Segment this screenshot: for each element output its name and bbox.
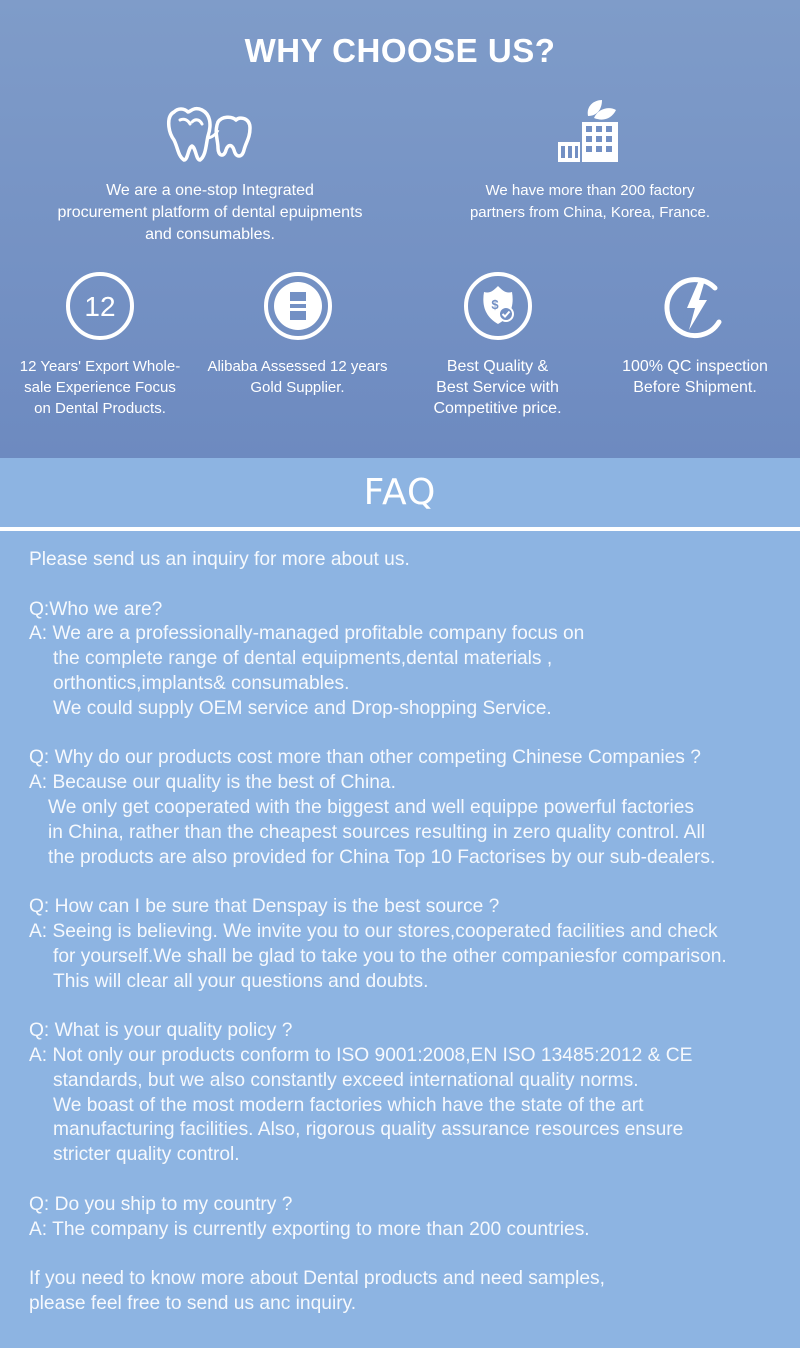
feature-text-line: Competitive price. (433, 400, 562, 417)
twelve-icon-text: 12 (84, 291, 116, 322)
faq-question: Q: Why do our products cost more than other competing Chinese Companies ? (29, 747, 701, 769)
tooth-icon (160, 98, 260, 168)
quality-shield-icon (462, 270, 534, 342)
factory-leaf-icon (540, 98, 640, 168)
feature-text-line: 100% QC inspection (622, 358, 768, 375)
faq-answer-line: the products are also provided for China Top 10 Factorises by our sub-dealers. (48, 846, 716, 868)
qc-bolt-icon (659, 270, 731, 342)
faq-answer-line: We boast of the most modern factories which have the state of the art (53, 1094, 644, 1116)
faq-question: Q: How can I be sure that Denspay is the best source ? (29, 896, 500, 918)
faq-question: Q: Do you ship to my country ? (29, 1193, 293, 1215)
feature-text-line: We have more than 200 factory (485, 182, 695, 199)
faq-closing-line: If you need to know more about Dental products and need samples, (29, 1268, 605, 1290)
feature-text-line: We are a one-stop Integrated (106, 182, 314, 199)
faq-answer-line: We could supply OEM service and Drop-shopping Service. (53, 697, 552, 719)
feature-one-stop (30, 98, 390, 246)
faq-closing-line: please feel free to send us anc inquiry. (29, 1292, 357, 1314)
feature-text-line: procurement platform of dental epuipments (57, 204, 363, 221)
feature-text-line: and consumables. (145, 226, 275, 243)
faq-answer: A: The company is currently exporting to more than 200 countries. (29, 1218, 590, 1240)
faq-answer: A: Not only our products conform to ISO 9001:2008,EN ISO 13485:2012 & CE (29, 1044, 693, 1066)
feature-text-line: on Dental Products. (34, 400, 166, 417)
faq-answer: A: Because our quality is the best of China. (29, 772, 396, 794)
faq-line: Please send us an inquiry for more about us. (29, 549, 410, 570)
feature-text-line: Gold Supplier. (250, 379, 345, 396)
faq-answer-line: for yourself.We shall be glad to take you to the other companiesfor comparison. (53, 945, 727, 967)
faq-answer: A: We are a professionally-managed profitable company focus on (29, 623, 585, 645)
faq-question: Q:Who we are? (29, 598, 163, 620)
why-choose-us-section (0, 0, 800, 458)
svg-text:$: $ (490, 297, 499, 312)
feature-factory-partners (440, 98, 740, 224)
feature-export-experience (10, 270, 190, 419)
feature-text-line: sale Experience Focus (24, 379, 176, 396)
twelve-circle-icon (64, 270, 136, 342)
feature-text-line: Before Shipment. (633, 379, 757, 396)
faq-answer-line: orthontics,implants& consumables. (53, 672, 350, 694)
faq-answer-line: standards, but we also constantly exceed international quality norms. (53, 1069, 639, 1091)
feature-gold-supplier (200, 270, 395, 398)
faq-title: FAQ (363, 472, 437, 513)
feature-text-line: Best Service with (436, 379, 559, 396)
faq-question: Q: What is your quality policy ? (29, 1020, 293, 1042)
faq-answer-line: stricter quality control. (53, 1144, 240, 1166)
feature-text-line: Best Quality & (446, 358, 549, 375)
feature-text-line: Alibaba Assessed 12 years (207, 358, 388, 375)
faq-content (29, 548, 794, 1317)
gold-medal-icon (262, 270, 334, 342)
faq-answer-line: in China, rather than the cheapest sources resulting in zero quality control. All (48, 821, 706, 843)
why-choose-us-title: WHY CHOOSE US? (244, 32, 556, 69)
feature-text-line: 12 Years' Export Whole- (19, 358, 181, 375)
feature-best-quality (410, 270, 585, 419)
feature-qc-inspection (605, 270, 785, 398)
faq-answer-line: manufacturing facilities. Also, rigorous quality assurance resources ensure (53, 1119, 684, 1141)
faq-answer-line: This will clear all your questions and doubts. (53, 970, 429, 992)
feature-text-line: partners from China, Korea, France. (469, 204, 711, 221)
faq-answer: A: Seeing is believing. We invite you to our stores,cooperated facilities and check (29, 920, 718, 942)
faq-answer-line: the complete range of dental equipments,dental materials , (53, 648, 553, 670)
faq-answer-line: We only get cooperated with the biggest and well equippe powerful factories (48, 796, 695, 818)
